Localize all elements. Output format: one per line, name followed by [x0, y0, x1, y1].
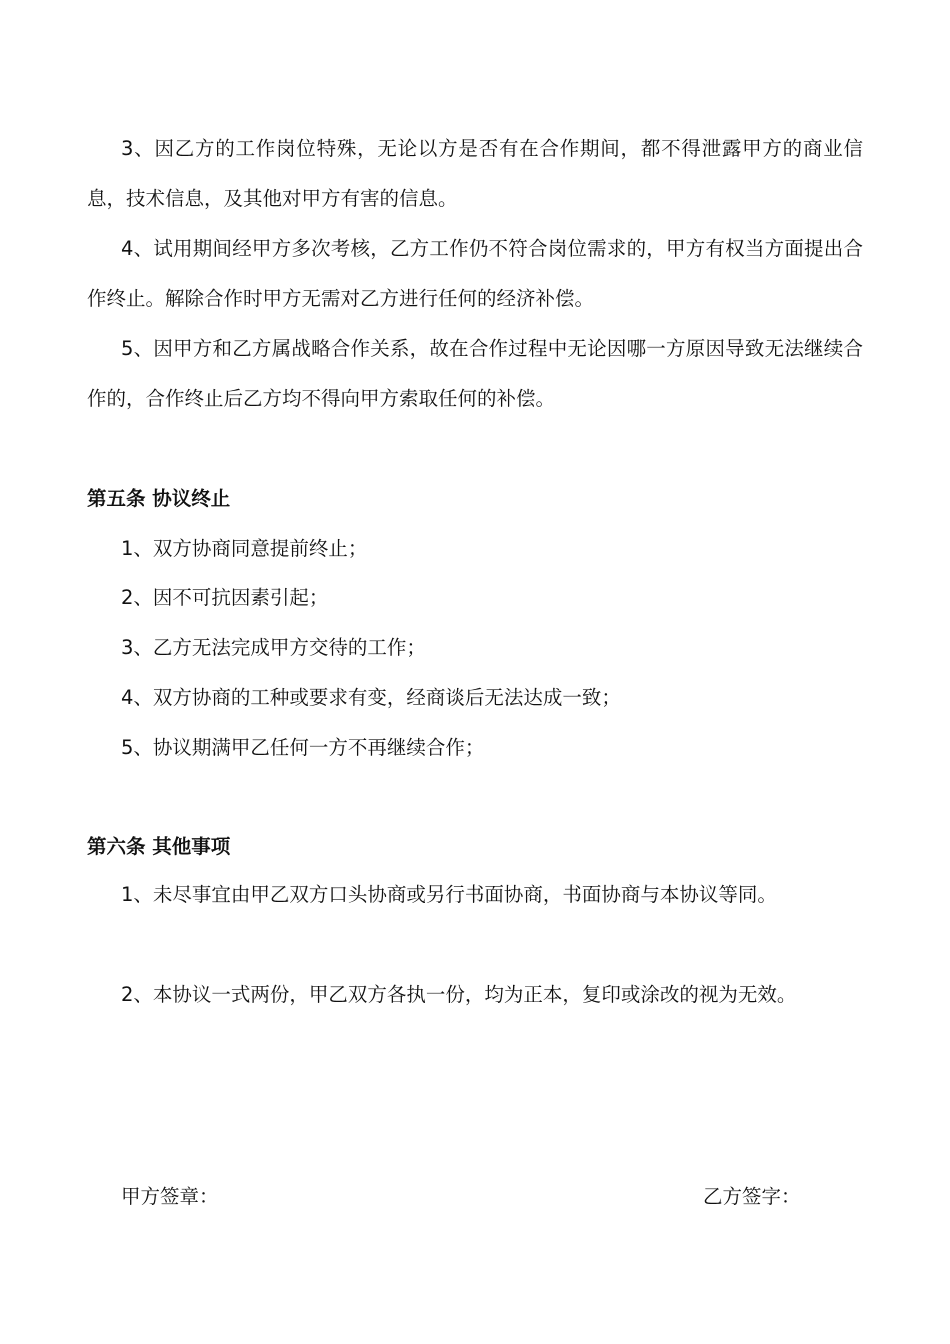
section-5-item-2: 2、因不可抗因素引起； — [121, 586, 329, 609]
clause-6-2: 2、本协议一式两份，甲乙双方各执一份，均为正本，复印或涂改的视为无效。 — [121, 983, 797, 1006]
clause-6-1: 1、未尽事宜由甲乙双方口头协商或另行书面协商，书面协商与本协议等同。 — [121, 883, 777, 906]
section-5-item-3: 3、乙方无法完成甲方交待的工作； — [121, 636, 426, 659]
party-b-signature-label: 乙方签字： — [703, 1185, 801, 1208]
clause-4-5: 5、因甲方和乙方属战略合作关系，故在合作过程中无论因哪一方原因导致无法继续合作的，合作终止后乙方均不得向甲方索取任何的补偿。 — [87, 337, 863, 410]
section-5-heading: 第五条 协议终止 — [87, 487, 231, 510]
section-6-heading: 第六条 其他事项 — [87, 835, 231, 858]
clause-4-4: 4、试用期间经甲方多次考核，乙方工作仍不符合岗位需求的，甲方有权当方面提出合作终止。解除合作时甲方无需对乙方进行任何的经济补偿。 — [87, 237, 863, 310]
section-5-item-5: 5、协议期满甲乙任何一方不再继续合作； — [121, 736, 485, 759]
clause-4-3: 3、因乙方的工作岗位特殊，无论以方是否有在合作期间，都不得泄露甲方的商业信息，技术信息，及其他对甲方有害的信息。 — [87, 137, 863, 210]
section-5-item-4: 4、双方协商的工种或要求有变，经商谈后无法达成一致； — [121, 686, 621, 709]
section-5-item-1: 1、双方协商同意提前终止； — [121, 537, 368, 560]
party-a-signature-label: 甲方签章： — [121, 1185, 219, 1208]
